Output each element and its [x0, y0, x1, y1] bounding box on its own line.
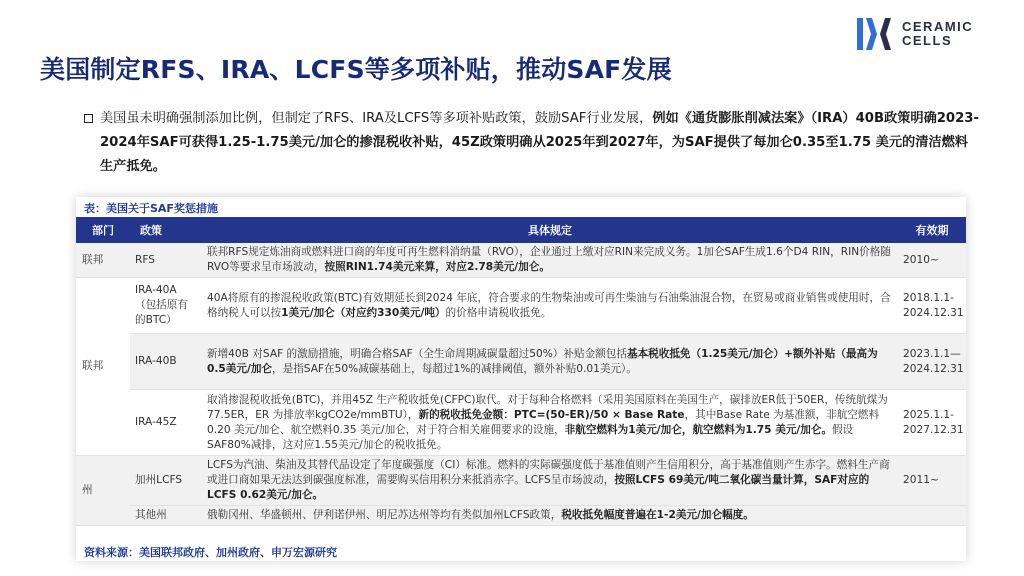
bullet-text-bold: 例如《通货膨胀削减法案》（IRA）40B政策明确2023-2024年SAF可获得1.25-1.75美元/加仑的掺混税收补贴，45Z政策明确从2025年到2027年，为SAF提供了每加仑0.35至1.75 美元的清洁燃料生产抵免。 [100, 111, 979, 174]
row-detail: 取消掺混税收抵免(BTC)，并用45Z 生产税收抵免(CFPC)取代。对于每种合格燃料（采用美国原料在美国生产，碳排放ER低于50ER，传统航煤为77.5ER，ER 为排放率kgCO2e/mmBTU），新的税收抵免金额：PTC=(50-ER)/50 × Base Rate，其中Base Rate 为基准额，非航空燃料0.20 美元/加仑、航空燃料0.35 美元/加仑，对于符合相关雇佣要求的设施，非航空燃料为1美元/加仑，航空燃料为1.75 美元/加仑。假设SAF80%减排，这对应1.55美元/加仑的税收抵免。 [202, 390, 898, 456]
row-validity: 2018.1.1-2024.12.31 [898, 278, 966, 334]
table-row [76, 243, 966, 278]
row-policy: IRA-45Z [130, 390, 202, 456]
table-row [76, 390, 966, 456]
row-validity: 2011~ [898, 456, 966, 506]
header-policy: 政策 [130, 217, 202, 243]
table-source: 资料来源：美国联邦政府、加州政府、申万宏源研究 [76, 541, 966, 561]
row-policy: IRA-40A（包括原有的BTC） [130, 278, 202, 334]
row-detail: 俄勒冈州、华盛顿州、伊利诺伊州、明尼苏达州等均有类似加州LCFS政策，税收抵免幅度普遍在1-2美元/加仑幅度。 [202, 506, 898, 526]
row-validity: 2023.1.1—2024.12.31 [898, 334, 966, 390]
logo-mark-icon [854, 16, 894, 52]
header-detail: 具体规定 [202, 217, 898, 243]
row-detail: 新增40B 对SAF 的激励措施，明确合格SAF（全生命周期减碳量超过50%）补贴金额包括基本税收抵免（1.25美元/加仑）+额外补贴（最高为0.5美元/加仑，是指SAF在50%减碳基础上，每超过1%的减排阈值，额外补贴0.01美元）。 [202, 334, 898, 390]
header-dept: 部门 [76, 217, 130, 243]
row-policy: IRA-40B [130, 334, 202, 390]
row-detail: 40A将原有的掺混税收政策(BTC)有效期延长到2024 年底，符合要求的生物柴油或可再生柴油与石油柴油混合物，在贸易或商业销售或使用时，合格纳税人可以按1美元/加仑（对应约330美元/吨）的价格申请税收抵免。 [202, 278, 898, 334]
logo-line-2: CELLS [902, 33, 953, 48]
row-validity: 2025.1.1-2027.12.31 [898, 390, 966, 456]
row-detail: 联邦RFS规定炼油商或燃料进口商的年度可再生燃料消纳量（RVO），企业通过上缴对应RIN来完成义务。1加仑SAF生成1.6个D4 RIN，RIN价格随RVO等要求呈市场波动，按照RIN1.74美元来算，对应2.78美元/加仑。 [202, 243, 898, 278]
row-policy: 加州LCFS [130, 456, 202, 506]
row-dept: 联邦 [76, 243, 130, 278]
bullet-paragraph [100, 107, 980, 179]
row-policy: 其他州 [130, 506, 202, 526]
table-row [76, 506, 966, 526]
policy-table-card [76, 197, 966, 561]
policy-table [76, 217, 966, 526]
row-detail: LCFS为汽油、柴油及其替代品设定了年度碳强度（CI）标准。燃料的实际碳强度低于基准值则产生信用积分，高于基准值则产生赤字。燃料生产商或进口商如果无法达到碳强度标准，需要购买信用积分来抵消赤字。LCFS呈市场波动，按照LCFS 69美元/吨二氧化碳当量计算，SAF对应的LCFS 0.62美元/加仑。 [202, 456, 898, 506]
bullet-text: 美国虽未明确强制添加比例，但制定了RFS、IRA及LCFS等多项补贴政策，鼓励SAF行业发展， [100, 111, 653, 126]
table-caption: 表：美国关于SAF奖惩措施 [84, 202, 218, 215]
table-row [76, 334, 966, 390]
square-bullet-icon [84, 114, 93, 123]
row-dept: 联邦 [76, 278, 130, 456]
row-validity [898, 506, 966, 526]
table-row [76, 456, 966, 506]
row-policy: RFS [130, 243, 202, 278]
table-header-row [76, 217, 966, 243]
row-validity: 2010~ [898, 243, 966, 278]
page-title: 美国制定RFS、IRA、LCFS等多项补贴，推动SAF发展 [40, 55, 672, 84]
row-dept: 州 [76, 456, 130, 526]
logo-line-1: CERAMIC [902, 19, 974, 34]
header-validity: 有效期 [898, 217, 966, 243]
ceramic-cells-logo [854, 16, 973, 52]
table-row [76, 278, 966, 334]
